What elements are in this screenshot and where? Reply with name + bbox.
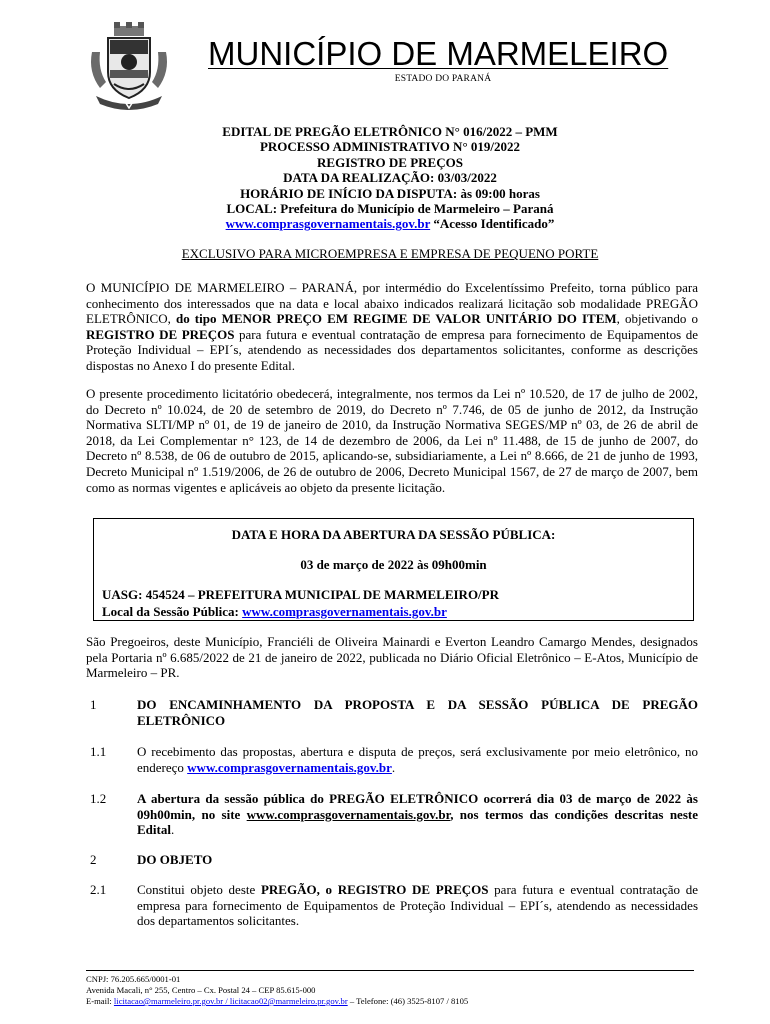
access-note: “Acesso Identificado” bbox=[430, 216, 555, 232]
section-2 bbox=[86, 852, 698, 868]
intro-text-end: para futura e eventual contratação de empresa para fornecimento de Equipamentos de Proteção Individual – EPI´s, atendendo as necessidades dos departamentos solicitantes, conforme as descrições dispostas no Anexo I do presente Edital. bbox=[86, 326, 698, 373]
section-text-part: A abertura da sessão pública do PREGÃO ELETRÔNICO ocorrerá dia 03 de março de 2022 às 09h00min, no site bbox=[137, 791, 698, 822]
coat-of-arms-icon bbox=[86, 22, 172, 110]
pregoeiros-paragraph: São Pregoeiros, deste Município, Franciéli de Oliveira Mainardi e Everton Leandro Camargo Mendes, designados pela Portaria nº 6.685/2022 de 21 de janeiro de 2022, publicada no Diário Oficial Eletrônico – E-Atos, Município de Marmeleiro – PR. bbox=[86, 634, 698, 681]
exclusivity-notice: EXCLUSIVO PARA MICROEMPRESA E EMPRESA DE PEQUENO PORTE bbox=[181, 246, 599, 261]
section-number: 1.1 bbox=[90, 744, 107, 759]
uasg-line: UASG: 454524 – PREFEITURA MUNICIPAL DE MARMELEIRO/PR bbox=[102, 587, 499, 602]
edital-number: EDITAL DE PREGÃO ELETRÔNICO N° 016/2022 – PMM bbox=[222, 124, 558, 139]
section-number: 1.2 bbox=[90, 791, 107, 806]
section-1 bbox=[86, 697, 698, 728]
site-line bbox=[86, 216, 694, 231]
compras-site-link[interactable]: www.comprasgovernamentais.gov.br bbox=[187, 759, 392, 775]
session-location-link[interactable]: www.comprasgovernamentais.gov.br bbox=[242, 604, 447, 619]
section-text-bold: PREGÃO, o REGISTRO DE PREÇOS bbox=[260, 882, 489, 897]
session-location-label: Local da Sessão Pública: bbox=[102, 604, 243, 619]
edital-header-block bbox=[86, 124, 694, 232]
section-number: 2.1 bbox=[90, 882, 107, 897]
intro-text-mid: , objetivando o bbox=[616, 311, 698, 327]
section-text-end: . bbox=[391, 759, 396, 775]
intro-text-start: O MUNICÍPIO DE MARMELEIRO – PARANÁ, por intermédio do Excelentíssimo Prefeito, torna público para conhecimento dos interessados que na data e local abaixo indicados realizará licitação sob modalidade PREGÃO ELETRÔNICO, bbox=[86, 280, 698, 327]
intro-paragraph bbox=[86, 280, 698, 374]
section-2-1 bbox=[86, 882, 698, 929]
compras-site-link[interactable]: www.comprasgovernamentais.gov.br bbox=[225, 216, 431, 232]
page-subtitle: ESTADO DO PARANÁ bbox=[394, 74, 492, 84]
section-1-2 bbox=[86, 791, 698, 838]
section-title: DO ENCAMINHAMENTO DA PROPOSTA E DA SESSÃO PÚBLICA DE PREGÃO ELETRÔNICO bbox=[137, 697, 698, 728]
section-text bbox=[137, 882, 698, 929]
intro-type-bold: do tipo MENOR PREÇO EM REGIME DE VALOR UNITÁRIO DO ITEM bbox=[175, 311, 617, 327]
registro-precos: REGISTRO DE PREÇOS bbox=[317, 154, 463, 170]
section-text-dot: . bbox=[170, 822, 175, 838]
section-text bbox=[137, 744, 698, 775]
footer-divider bbox=[86, 970, 694, 971]
page-title: MUNICÍPIO DE MARMELEIRO bbox=[208, 35, 669, 72]
page-footer bbox=[86, 974, 694, 1007]
footer-email-links[interactable]: licitacao@marmeleiro.pr.gov.br / licitacao02@marmeleiro.pr.gov.br bbox=[113, 996, 348, 1006]
process-number: PROCESSO ADMINISTRATIVO N° 019/2022 bbox=[259, 139, 521, 155]
session-datetime: 03 de março de 2022 às 09h00min bbox=[300, 557, 487, 572]
footer-contact bbox=[86, 996, 694, 1007]
session-location-line bbox=[102, 604, 447, 620]
section-text-part: Constitui objeto deste bbox=[137, 882, 261, 897]
section-1-1 bbox=[86, 744, 698, 775]
footer-cnpj: CNPJ: 76.205.665/0001-01 bbox=[86, 974, 181, 984]
session-info-box bbox=[93, 518, 694, 621]
intro-registro-bold: REGISTRO DE PREÇOS bbox=[86, 326, 235, 342]
session-box-title: DATA E HORA DA ABERTURA DA SESSÃO PÚBLICA: bbox=[231, 527, 556, 542]
legal-basis-paragraph: O presente procedimento licitatório obedecerá, integralmente, nos termos da Lei nº 10.520, de 17 de julho de 2002, do Decreto nº 10.024, de 20 de setembro de 2019, do Decreto nº 7.746, de 05 de junho de 2012, da Instrução Normativa SLTI/MP nº 01, de 19 de janeiro de 2010, da Instrução Normativa SEGES/MP nº 03, de 26 de abril de 2018, da Lei Complementar n° 123, de 14 de dezembro de 2006, da Lei nº 11.488, de 15 de junho de 2007, do Decreto nº 8.538, de 06 de outubro de 2015, aplicando-se, subsidiariamente, a Lei nº 8.666, de 21 de junho de 1993, Decreto Municipal nº 1.519/2006, de 26 de outubro de 2006, Decreto Municipal 1567, de 27 de março de 2007, bem como as normas vigentes e aplicáveis ao objeto da presente licitação. bbox=[86, 386, 698, 495]
realization-date: DATA DA REALIZAÇÃO: 03/03/2022 bbox=[283, 170, 497, 186]
section-text-part: O recebimento das propostas, abertura e disputa de preços, será exclusivamente por meio eletrônico, no endereço bbox=[137, 744, 698, 775]
section-text-end: , nos termos das condições descritas neste Edital bbox=[137, 806, 698, 838]
compras-site-text: www.comprasgovernamentais.gov.br bbox=[246, 806, 451, 822]
footer-address: Avenida Macali, n° 255, Centro – Cx. Postal 24 – CEP 85.615-000 bbox=[86, 985, 316, 995]
section-number: 1 bbox=[90, 697, 97, 712]
section-text-end: para futura e eventual contratação de empresa para fornecimento de Equipamentos de Proteção Individual – EPI´s, atendendo as necessidades dos departamentos solicitantes. bbox=[137, 882, 698, 929]
footer-email-label: E-mail: bbox=[86, 996, 114, 1006]
section-text bbox=[137, 791, 698, 838]
section-title: DO OBJETO bbox=[137, 852, 213, 867]
location-line: LOCAL: Prefeitura do Município de Marmeleiro – Paraná bbox=[226, 201, 554, 217]
footer-phone: – Telefone: (46) 3525-8107 / 8105 bbox=[347, 996, 469, 1006]
dispute-start-time: HORÁRIO DE INÍCIO DA DISPUTA: às 09:00 horas bbox=[240, 185, 540, 201]
section-number: 2 bbox=[90, 852, 97, 867]
